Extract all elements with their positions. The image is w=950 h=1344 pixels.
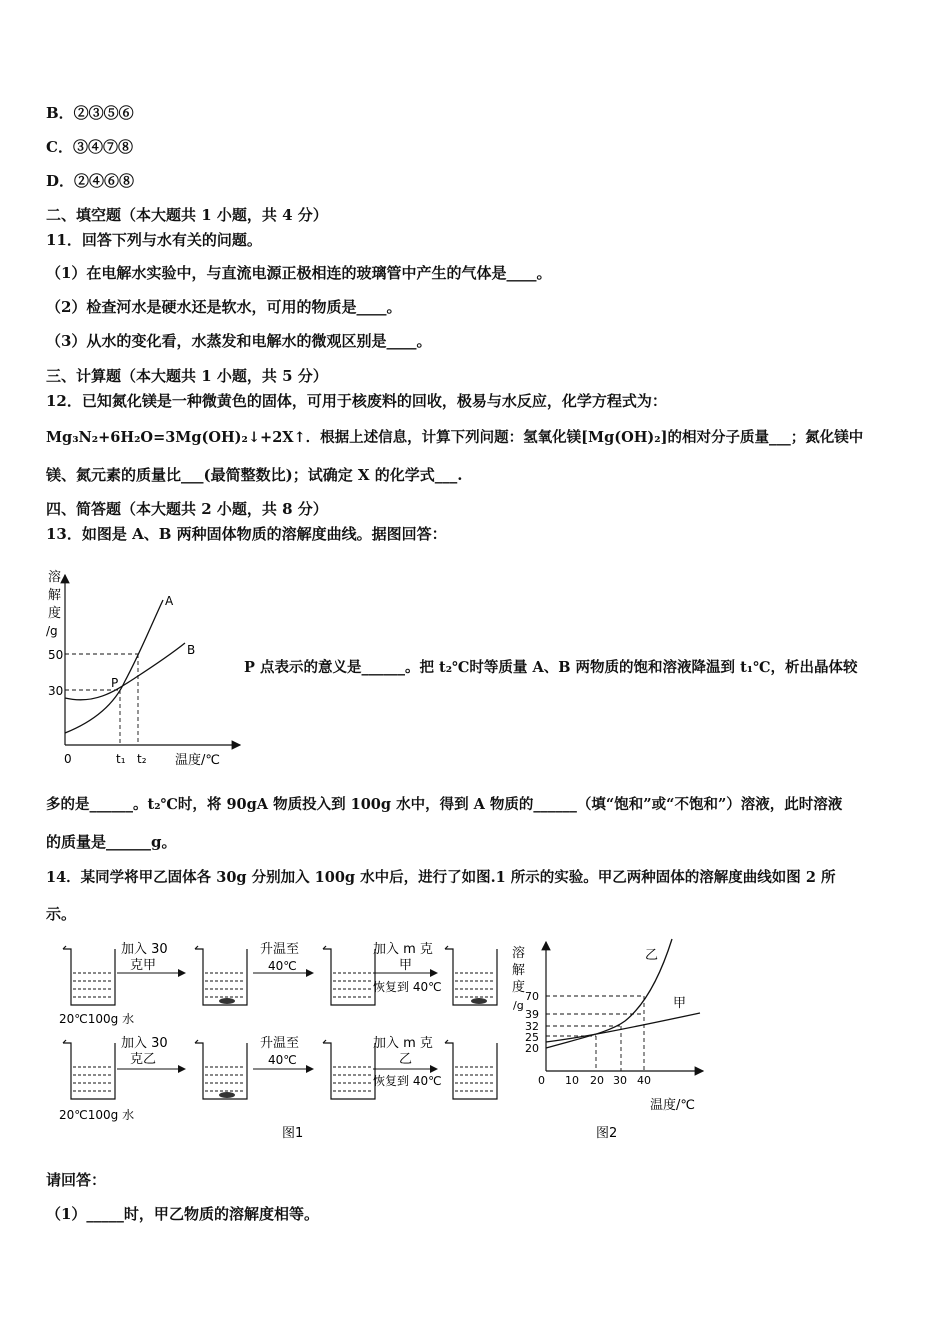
curve-yi-label: 乙 [645,948,659,963]
question-13-text1: P 点表示的意义是______。把 t₂℃时等质量 A、B 两物质的饱和溶液降温到 t₁℃，析出晶体较 [244,659,858,676]
row2-step2-line2: 40℃ [268,1053,297,1067]
y2-tick-20: 20 [525,1042,539,1055]
solubility-chart-ab [40,563,250,773]
x2-tick-30: 30 [613,1074,627,1087]
y2-tick-25: 25 [525,1031,539,1044]
question-11-1: （1）在电解水实验中，与直流电源正极相连的玻璃管中产生的气体是____。 [46,264,552,282]
section-heading-3: 三、计算题（本大题共 1 小题，共 5 分） [46,367,328,385]
y-tick-50: 50 [48,648,64,662]
row1-step1-line1: 加入 30 [121,942,168,957]
question-13: 13．如图是 A、B 两种固体物质的溶解度曲线。据图回答： [46,525,447,543]
x2-tick-20: 20 [590,1074,604,1087]
row1-step3-line2: 甲 [399,958,413,973]
x2-tick-0: 0 [538,1074,545,1087]
y2-label-char-4: /g [513,999,524,1012]
option-b: B．②③⑤⑥ [46,104,134,122]
beaker-row2-3 [323,1040,375,1099]
row1-step1-line2: 克甲 [130,958,157,973]
question-11: 11．回答下列与水有关的问题。 [46,231,262,249]
row2-step3-line1: 加入 m 克 [373,1036,433,1051]
y-label-char-1: 溶 [48,570,62,585]
y-label-char-4: /g [46,624,58,638]
solubility-chart-jia-yi [505,937,710,1147]
beaker-row1-1 [63,946,115,1005]
curve-a-label: A [165,594,174,608]
y2-tick-32: 32 [525,1020,539,1033]
question-12-line2: Mg₃N₂+6H₂O=3Mg(OH)₂↓+2X↑．根据上述信息，计算下列问题：氢氧化镁[Mg(OH)₂]的相对分子质量___；氮化镁中 [46,429,864,446]
question-12-line1: 12．已知氮化镁是一种微黄色的固体，可用于核废料的回收，极易与水反应，化学方程式为： [46,392,667,410]
option-c: C．③④⑦⑧ [46,138,133,156]
y-label-char-2: 解 [48,588,62,603]
row2-caption: 20℃100g 水 [59,1108,135,1122]
beaker-row1-2 [195,946,247,1005]
question-11-2: （2）检查河水是硬水还是软水，可用的物质是____。 [46,298,402,316]
x-tick-0: 0 [64,752,72,766]
x-tick-t1: t₁ [116,752,126,766]
row1-step2-line2: 40℃ [268,959,297,973]
curve-b [65,643,185,700]
curve-a [65,600,163,733]
row2-step1-line1: 加入 30 [121,1036,168,1051]
y2-label-char-1: 溶 [512,946,526,961]
x-label: 温度/℃ [175,753,220,768]
x2-label: 温度/℃ [650,1098,695,1113]
question-14-1: （1）_____时，甲乙物质的溶解度相等。 [46,1205,319,1223]
row1-step3-below: 恢复到 40℃ [373,980,442,994]
curve-jia-label: 甲 [673,996,687,1011]
row1-step3-line1: 加入 m 克 [373,942,433,957]
row2-step3-below: 恢复到 40℃ [373,1074,442,1088]
x2-tick-10: 10 [565,1074,579,1087]
section-heading-4: 四、简答题（本大题共 2 小题，共 8 分） [46,500,328,518]
section-heading-2: 二、填空题（本大题共 1 小题，共 4 分） [46,206,328,224]
curve-jia [546,1013,700,1042]
figure-2-caption: 图2 [596,1126,618,1141]
y2-label-char-3: 度 [512,980,526,995]
row2-step1-line2: 克乙 [130,1052,157,1067]
y2-label-char-2: 解 [512,963,526,978]
x-tick-t2: t₂ [137,752,147,766]
question-14-line2: 示。 [46,905,77,923]
ask-prompt: 请回答： [46,1171,107,1189]
beaker-row2-4 [445,1040,497,1099]
curve-b-label: B [187,643,196,657]
y-label-char-3: 度 [48,606,62,621]
figure-1-caption: 图1 [282,1126,304,1141]
y2-tick-39: 39 [525,1008,539,1021]
row1-step2-line1: 升温至 [260,942,300,957]
y-tick-30: 30 [48,684,64,698]
y2-tick-70: 70 [525,990,539,1003]
beaker-row2-1 [63,1040,115,1099]
point-p-label: P [111,676,119,690]
question-13-text3: 的质量是______g。 [46,833,177,851]
row2-step2-line1: 升温至 [260,1036,300,1051]
question-14-line1: 14．某同学将甲乙固体各 30g 分别加入 100g 水中后，进行了如图.1 所示的实验。甲乙两种固体的溶解度曲线如图 2 所 [46,869,836,886]
x2-tick-40: 40 [637,1074,651,1087]
beaker-row2-2 [195,1040,247,1099]
row2-step3-line2: 乙 [399,1052,413,1067]
beaker-row1-4 [445,946,497,1005]
question-12-line3: 镁、氮元素的质量比___(最简整数比)；试确定 X 的化学式___. [46,466,463,484]
beaker-row1-3 [323,946,375,1005]
question-13-text2: 多的是______。t₂℃时，将 90gA 物质投入到 100g 水中，得到 A 物质的______（填“饱和”或“不饱和”）溶液，此时溶液 [46,796,843,813]
row1-caption: 20℃100g 水 [59,1012,135,1026]
experiment-figure-1 [55,937,505,1147]
question-11-3: （3）从水的变化看，水蒸发和电解水的微观区别是____。 [46,332,432,350]
option-d: D．②④⑥⑧ [46,172,135,190]
